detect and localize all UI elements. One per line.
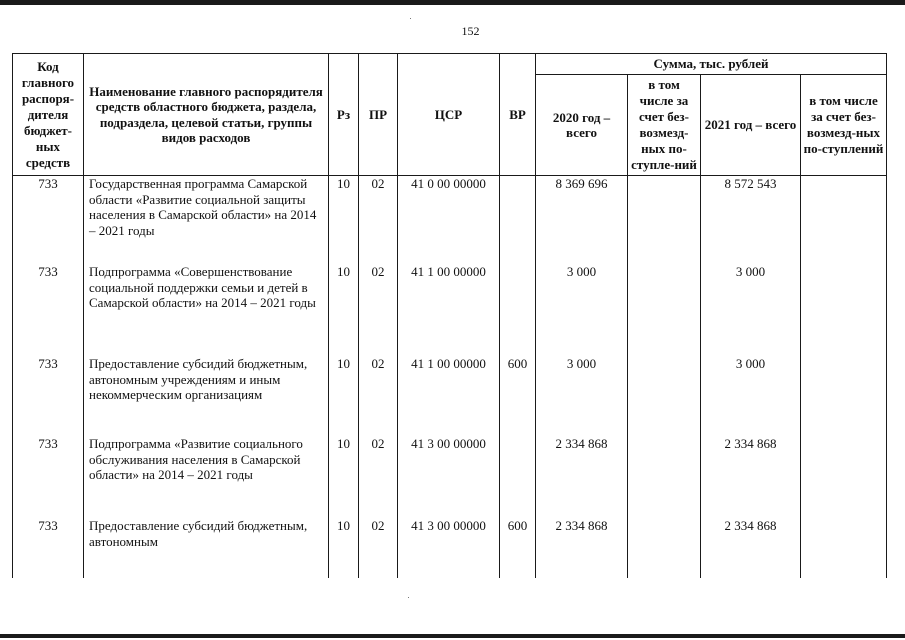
table-body <box>13 176 887 579</box>
cell-pr: 02 <box>359 264 398 356</box>
cell-2021-free <box>801 176 887 265</box>
header-rz: Рз <box>329 54 359 176</box>
cell-2021-total: 2 334 868 <box>701 436 801 518</box>
table-row <box>13 356 887 436</box>
cell-name: Предоставление субсидий бюджетным, автономным <box>84 518 329 578</box>
cell-2021-free <box>801 356 887 436</box>
cell-name: Предоставление субсидий бюджетным, автономным учреждениям и иным некоммерческим организациям <box>84 356 329 436</box>
cell-pr: 02 <box>359 356 398 436</box>
header-name: Наименование главного распорядителя средств областного бюджета, раздела, подраздела, целевой статьи, группы видов расходов <box>84 54 329 176</box>
cell-code: 733 <box>13 518 84 578</box>
cell-vr: 600 <box>500 518 536 578</box>
cell-2020-free <box>628 176 701 265</box>
cell-csr: 41 3 00 00000 <box>398 436 500 518</box>
cell-csr: 41 3 00 00000 <box>398 518 500 578</box>
cell-rz: 10 <box>329 518 359 578</box>
cell-2021-total: 8 572 543 <box>701 176 801 265</box>
cell-code: 733 <box>13 176 84 265</box>
bottom-border-rule <box>0 634 905 638</box>
cell-2020-free <box>628 436 701 518</box>
cell-2021-free <box>801 518 887 578</box>
header-csr: ЦСР <box>398 54 500 176</box>
cell-rz: 10 <box>329 176 359 265</box>
cell-2020-total: 8 369 696 <box>536 176 628 265</box>
cell-name: Подпрограмма «Развитие социального обслуживания населения в Самарской области» на 2014 – 2021 годы <box>84 436 329 518</box>
table-row <box>13 176 887 265</box>
cell-csr: 41 0 00 00000 <box>398 176 500 265</box>
top-border-rule <box>0 0 905 5</box>
cell-2021-total: 3 000 <box>701 264 801 356</box>
cell-2020-total: 3 000 <box>536 264 628 356</box>
cell-code: 733 <box>13 264 84 356</box>
cell-name: Государственная программа Самарской области «Развитие социальной защиты населения в Самарской области» на 2014 – 2021 годы <box>84 176 329 265</box>
header-2021-total: 2021 год – всего <box>701 75 801 176</box>
cell-2020-total: 2 334 868 <box>536 518 628 578</box>
cell-name: Подпрограмма «Совершенствование социальной поддержки семьи и детей в Самарской области» на 2014 – 2021 годы <box>84 264 329 356</box>
cell-vr <box>500 436 536 518</box>
budget-table <box>12 53 887 578</box>
header-sum-group: Сумма, тыс. рублей <box>536 54 887 75</box>
header-2020-free: в том числе за счет без-возмезд-ных по-ступле-ний <box>628 75 701 176</box>
cell-vr <box>500 264 536 356</box>
page-number: 152 <box>461 24 480 38</box>
cell-2021-free <box>801 264 887 356</box>
cell-2021-total: 3 000 <box>701 356 801 436</box>
scan-speck <box>408 597 409 598</box>
header-vr: ВР <box>500 54 536 176</box>
cell-2020-free <box>628 264 701 356</box>
cell-2020-total: 3 000 <box>536 356 628 436</box>
scan-speck <box>410 18 411 19</box>
header-code: Код главного распоря-дителя бюджет-ных средств <box>13 54 84 176</box>
cell-csr: 41 1 00 00000 <box>398 264 500 356</box>
cell-pr: 02 <box>359 518 398 578</box>
cell-vr: 600 <box>500 356 536 436</box>
cell-2020-free <box>628 518 701 578</box>
header-2020-total: 2020 год – всего <box>536 75 628 176</box>
header-2021-free: в том числе за счет без-возмезд-ных по-ступлений <box>801 75 887 176</box>
cell-2020-total: 2 334 868 <box>536 436 628 518</box>
cell-rz: 10 <box>329 436 359 518</box>
cell-2021-free <box>801 436 887 518</box>
cell-vr <box>500 176 536 265</box>
table-header <box>13 54 887 176</box>
cell-csr: 41 1 00 00000 <box>398 356 500 436</box>
cell-2021-total: 2 334 868 <box>701 518 801 578</box>
header-pr: ПР <box>359 54 398 176</box>
cell-pr: 02 <box>359 436 398 518</box>
cell-code: 733 <box>13 436 84 518</box>
cell-code: 733 <box>13 356 84 436</box>
cell-pr: 02 <box>359 176 398 265</box>
table-row <box>13 518 887 578</box>
table-row <box>13 264 887 356</box>
cell-rz: 10 <box>329 356 359 436</box>
cell-rz: 10 <box>329 264 359 356</box>
cell-2020-free <box>628 356 701 436</box>
table-row <box>13 436 887 518</box>
